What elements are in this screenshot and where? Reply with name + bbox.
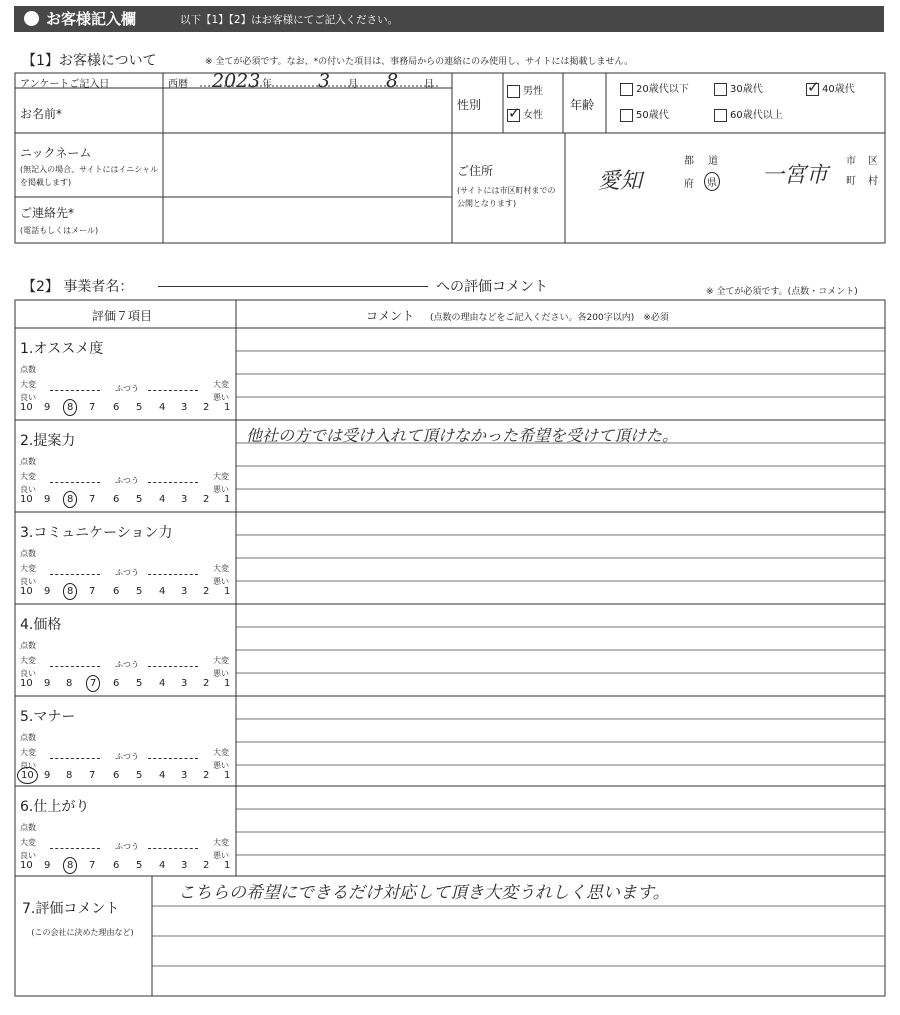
score-option[interactable]: 7 xyxy=(89,586,96,597)
score-option[interactable]: 9 xyxy=(44,402,51,413)
city-unit-son: 村 xyxy=(868,176,878,187)
date-day-value[interactable]: 8 xyxy=(386,70,399,92)
gender-label: 性別 xyxy=(457,98,482,112)
scale-mid-label: ふつう xyxy=(115,476,139,485)
score-option[interactable]: 3 xyxy=(181,770,188,781)
score-option-selected[interactable]: 10 xyxy=(17,767,38,784)
scale-bad-label: 大変悪い xyxy=(213,838,229,860)
score-option[interactable]: 6 xyxy=(113,494,120,505)
section1-note: ※ 全てが必須です。なお、*の付いた項目は、事務局からの連絡にのみ使用し、サイトには掲載しません。 xyxy=(205,57,634,67)
item7-comment-value[interactable]: こちらの希望にできるだけ対応して頂き大変うれしく思います。 xyxy=(178,883,670,903)
score-option[interactable]: 2 xyxy=(203,678,210,689)
date-label: アンケートご記入日 xyxy=(20,79,110,90)
scale-bad-label: 大変悪い xyxy=(213,656,229,678)
score-label: 点数 xyxy=(20,457,36,466)
score-option[interactable]: 3 xyxy=(181,402,188,413)
age-label: 年齢 xyxy=(570,98,595,112)
score-option[interactable]: 4 xyxy=(159,678,166,689)
address-prefecture-value[interactable]: 愛知 xyxy=(598,169,643,194)
score-option[interactable]: 5 xyxy=(136,678,143,689)
score-label: 点数 xyxy=(20,733,36,742)
header-title: お客様記入欄 xyxy=(46,10,137,28)
rating-item-title: 6.仕上がり xyxy=(20,799,90,815)
score-option[interactable]: 9 xyxy=(44,586,51,597)
pref-unit-ken-circled: 県 xyxy=(704,172,720,191)
score-option[interactable]: 2 xyxy=(203,770,210,781)
score-label: 点数 xyxy=(20,641,36,650)
scale-right-arrow xyxy=(148,666,198,667)
scale-left-arrow xyxy=(50,482,100,483)
score-option-selected[interactable]: 8 xyxy=(63,491,77,508)
scale-left-arrow xyxy=(50,666,100,667)
date-year-value[interactable]: 2023 xyxy=(212,70,261,92)
score-option[interactable]: 5 xyxy=(136,494,143,505)
item7-title: 7.評価コメント xyxy=(22,901,120,917)
score-label: 点数 xyxy=(20,823,36,832)
score-option[interactable]: 9 xyxy=(44,860,51,871)
score-option[interactable]: 5 xyxy=(136,860,143,871)
age-20s-label: 20歳代以下 xyxy=(636,84,689,95)
scale-left-arrow xyxy=(50,390,100,391)
month-unit-label: 月 xyxy=(348,79,358,90)
score-option[interactable]: 5 xyxy=(136,586,143,597)
score-option-selected[interactable]: 8 xyxy=(63,399,77,416)
scale-good-label: 大変良い xyxy=(20,838,36,860)
score-option[interactable]: 4 xyxy=(159,860,166,871)
scale-good-label: 大変良い xyxy=(20,472,36,494)
scale-good-label: 大変良い xyxy=(20,564,36,586)
score-option[interactable]: 3 xyxy=(181,586,188,597)
score-option[interactable]: 2 xyxy=(203,494,210,505)
pref-unit-do: 道 xyxy=(708,156,718,167)
score-option[interactable]: 8 xyxy=(66,770,73,781)
scale-left-arrow xyxy=(50,574,100,575)
score-option[interactable]: 5 xyxy=(136,402,143,413)
scale-bad-label: 大変悪い xyxy=(213,748,229,770)
score-option[interactable]: 10 xyxy=(20,678,33,689)
scale-right-arrow xyxy=(148,390,198,391)
score-option[interactable]: 7 xyxy=(89,770,96,781)
score-option[interactable]: 4 xyxy=(159,770,166,781)
city-unit-shi: 市 xyxy=(846,156,856,167)
score-option[interactable]: 7 xyxy=(89,402,96,413)
pref-unit-to: 都 xyxy=(684,156,694,167)
score-option[interactable]: 6 xyxy=(113,678,120,689)
name-label: お名前* xyxy=(20,107,63,121)
nickname-note: (無記入の場合、サイトにはイニシャルを掲載します) xyxy=(20,165,159,187)
score-option[interactable]: 6 xyxy=(113,586,120,597)
scale-good-label: 大変良い xyxy=(20,380,36,402)
scale-mid-label: ふつう xyxy=(115,384,139,393)
age-40s-label: 40歳代 xyxy=(822,84,855,95)
rating-item-title: 4.価格 xyxy=(20,617,62,633)
address-label: ご住所 xyxy=(457,164,494,178)
score-option[interactable]: 2 xyxy=(203,860,210,871)
score-option[interactable]: 9 xyxy=(44,678,51,689)
score-option[interactable]: 10 xyxy=(20,586,33,597)
score-option[interactable]: 9 xyxy=(44,494,51,505)
age-50s-label: 50歳代 xyxy=(636,110,669,121)
scale-right-arrow xyxy=(148,574,198,575)
score-option[interactable]: 6 xyxy=(113,402,120,413)
scale-mid-label: ふつう xyxy=(115,842,139,851)
score-option[interactable]: 6 xyxy=(113,770,120,781)
section2-note: ※ 全てが必須です。(点数・コメント) xyxy=(706,287,858,297)
score-option[interactable]: 7 xyxy=(89,494,96,505)
scale-bad-label: 大変悪い xyxy=(213,472,229,494)
score-label: 点数 xyxy=(20,549,36,558)
score-option[interactable]: 4 xyxy=(159,586,166,597)
score-option[interactable]: 7 xyxy=(89,860,96,871)
score-option[interactable]: 8 xyxy=(66,678,73,689)
address-city-value[interactable]: 一宮市 xyxy=(762,163,829,188)
rating-item-title: 1.オススメ度 xyxy=(20,341,104,357)
gender-male-label: 男性 xyxy=(523,86,543,97)
score-option-selected[interactable]: 7 xyxy=(86,675,100,692)
scale-right-arrow xyxy=(148,758,198,759)
rating-comment-value[interactable]: 他社の方では受け入れて頂けなかった希望を受けて頂けた。 xyxy=(246,426,679,445)
score-option[interactable]: 5 xyxy=(136,770,143,781)
city-unit-cho: 町 xyxy=(846,176,856,187)
scale-left-arrow xyxy=(50,848,100,849)
score-option[interactable]: 1 xyxy=(224,586,231,597)
section2-title: 【2】 事業者名： xyxy=(22,279,134,295)
section2-title-suffix: への評価コメント xyxy=(436,279,548,295)
scale-mid-label: ふつう xyxy=(115,660,139,669)
contact-label: ご連絡先* xyxy=(20,206,75,220)
scale-good-label: 大変良い xyxy=(20,656,36,678)
score-option[interactable]: 1 xyxy=(224,678,231,689)
score-option[interactable]: 10 xyxy=(20,494,33,505)
score-option[interactable]: 10 xyxy=(20,860,33,871)
item7-note: (この会社に決めた理由など) xyxy=(31,928,134,937)
score-option-selected[interactable]: 8 xyxy=(63,857,77,874)
rating-item-title: 5.マナー xyxy=(20,709,76,725)
score-label: 点数 xyxy=(20,365,36,374)
rating-item-title: 2.提案力 xyxy=(20,433,76,449)
scale-left-arrow xyxy=(50,758,100,759)
pref-unit-fu: 府 xyxy=(684,179,694,190)
score-option[interactable]: 6 xyxy=(113,860,120,871)
score-option[interactable]: 3 xyxy=(181,678,188,689)
gender-female-label: 女性 xyxy=(523,110,543,121)
score-option[interactable]: 1 xyxy=(224,402,231,413)
scale-mid-label: ふつう xyxy=(115,752,139,761)
col-comment-note: (点数の理由などをご記入ください。各200字以内) ※必須 xyxy=(430,313,669,323)
section1-title: 【1】お客様について xyxy=(22,53,157,69)
age-60s-label: 60歳代以上 xyxy=(730,110,783,121)
address-note: (サイトには市区町村までの公開となります) xyxy=(457,186,556,208)
scale-right-arrow xyxy=(148,848,198,849)
score-option[interactable]: 3 xyxy=(181,860,188,871)
score-option[interactable]: 1 xyxy=(224,860,231,871)
score-option[interactable]: 1 xyxy=(224,494,231,505)
scale-right-arrow xyxy=(148,482,198,483)
day-unit-label: 日 xyxy=(424,79,434,90)
score-option[interactable]: 1 xyxy=(224,770,231,781)
score-option[interactable]: 2 xyxy=(203,586,210,597)
scale-good-label: 大変良い xyxy=(20,748,36,770)
scale-bad-label: 大変悪い xyxy=(213,380,229,402)
score-option-selected[interactable]: 8 xyxy=(63,583,77,600)
era-label: 西暦 xyxy=(168,79,188,90)
score-option[interactable]: 4 xyxy=(159,494,166,505)
score-option[interactable]: 9 xyxy=(44,770,51,781)
nickname-label: ニックネーム xyxy=(20,146,92,160)
score-option[interactable]: 4 xyxy=(159,402,166,413)
col-items-header: 評価７項目 xyxy=(92,309,153,323)
scale-bad-label: 大変悪い xyxy=(213,564,229,586)
score-option[interactable]: 3 xyxy=(181,494,188,505)
year-unit-label: 年 xyxy=(262,79,272,90)
contact-note: (電話もしくはメール) xyxy=(20,226,99,235)
score-option[interactable]: 10 xyxy=(20,402,33,413)
header-subtitle: 以下【1】【2】はお客様にてご記入ください。 xyxy=(180,14,399,26)
col-comment-header: コメント xyxy=(366,309,415,323)
age-30s-label: 30歳代 xyxy=(730,84,763,95)
rating-item-title: 3.コミュニケーション力 xyxy=(20,525,173,541)
score-option[interactable]: 2 xyxy=(203,402,210,413)
scale-mid-label: ふつう xyxy=(115,568,139,577)
date-month-value[interactable]: 3 xyxy=(318,70,331,92)
city-unit-ku: 区 xyxy=(868,156,878,167)
